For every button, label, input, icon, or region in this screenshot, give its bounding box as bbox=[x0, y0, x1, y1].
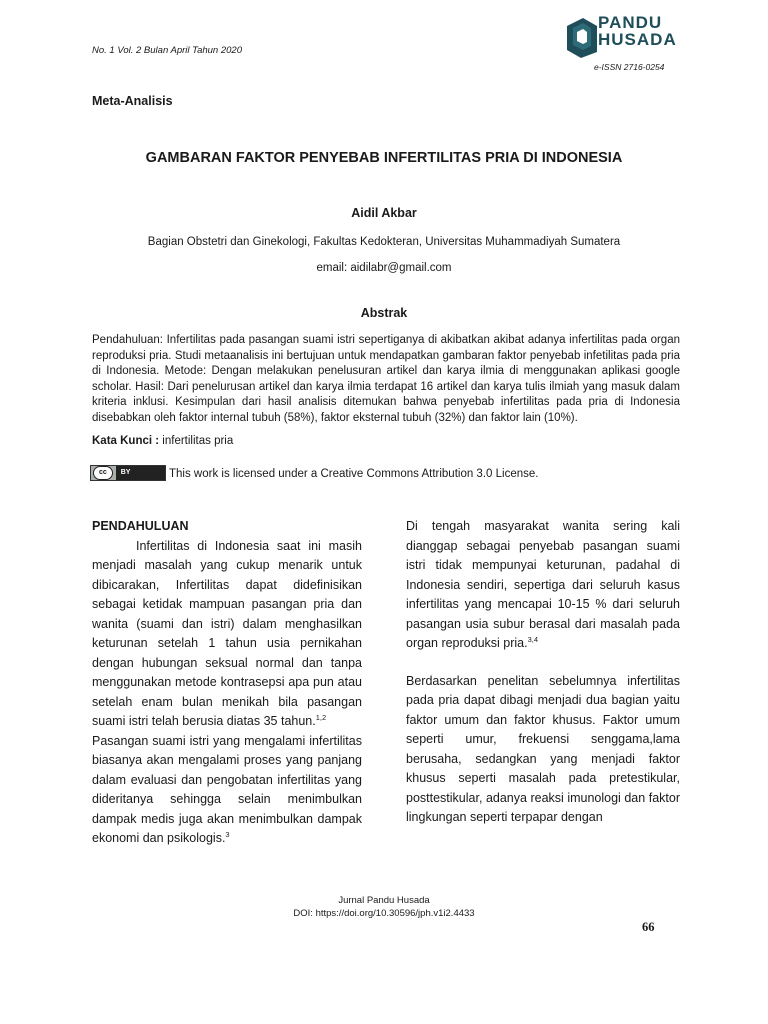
body-column-right bbox=[406, 517, 680, 828]
abstract-text: Pendahuluan: Infertilitas pada pasangan suami istri sepertiganya di akibatkan akibat adanya infertilitas pada organ reproduksi pria. Studi metaanalisis ini bertujuan untuk mendapatkan gambaran faktor penyebab infetilitas pada pria di Indonesia. Metode: Dengan melakukan penelusuran artikel dan karya ilmia di menggunakan aplikasi google scholar. Hasil: Dari penelurusan artikel dan karya ilmia terdapat 16 artikel dan karya tulis ilmiah yang masuk dalam kriteria inklusi. Kesimpulan dari hasil analisis ditemukan bahwa penyebab infertilitas pada pria di Indonesia disebabkan oleh faktor internal tubuh (58%), faktor eksternal tubuh (32%) dan faktor lain (10%). bbox=[92, 334, 680, 424]
license-suffix: . bbox=[535, 468, 539, 480]
paragraph bbox=[406, 672, 680, 828]
journal-issue: No. 1 Vol. 2 Bulan April Tahun 2020 bbox=[92, 45, 242, 56]
journal-logo-text bbox=[598, 14, 677, 48]
license-prefix: This work is licensed under a bbox=[169, 468, 321, 480]
issn: e-ISSN 2716-0254 bbox=[594, 62, 665, 72]
keywords-label: Kata Kunci : bbox=[92, 435, 160, 447]
paragraph-gap bbox=[406, 654, 680, 672]
paragraph bbox=[92, 732, 362, 849]
cc-logo: cc bbox=[93, 466, 113, 480]
page-footer bbox=[0, 894, 768, 920]
article-title: GAMBARAN FAKTOR PENYEBAB INFERTILITAS PRIA DI INDONESIA bbox=[145, 150, 623, 166]
page-number: 66 bbox=[642, 920, 655, 934]
cc-by-label: BY bbox=[116, 466, 165, 480]
license-statement bbox=[169, 468, 538, 480]
keywords-value: infertilitas pria bbox=[162, 435, 234, 447]
paragraph bbox=[92, 537, 362, 732]
abstract-heading: Abstrak bbox=[360, 306, 408, 320]
license-link[interactable]: Creative Commons Attribution 3.0 License bbox=[320, 468, 536, 480]
logo-line-1: PANDU bbox=[598, 13, 663, 32]
paragraph bbox=[406, 517, 680, 654]
article-type: Meta-Analisis bbox=[92, 94, 173, 108]
section-heading: PENDAHULUAN bbox=[92, 519, 189, 533]
cc-license-badge-icon[interactable] bbox=[90, 465, 166, 481]
keywords bbox=[92, 435, 233, 447]
paragraph-text: Berdasarkan penelitan sebelumnya infertilitas pada pria dapat dibagi menjadi dua bagian yaitu faktor umum dan faktor khusus. Faktor umum seperti umur, frekuensi senggama,lama berusaha, sedangkan yang menjadi faktor khusus seperti masalah pada pretestikular, posttestikular, adanya reaksi imunologi dan faktor lingkungan seperti terpapar dengan bbox=[406, 673, 680, 824]
body-column-left bbox=[92, 517, 362, 849]
footer-doi[interactable]: DOI: https://doi.org/10.30596/jph.v1i2.4433 bbox=[293, 908, 475, 919]
paragraph-text: Pasangan suami istri yang mengalami infertilitas biasanya akan mengalami proses yang panjang dalam evaluasi dan pengobatan infertilitas yang dideritanya sehingga selain menimbulkan dampak medis juga akan menimbulkan dampak ekonomi dan psikologis. bbox=[92, 733, 362, 845]
citation[interactable]: 3,4 bbox=[527, 634, 539, 644]
author-name: Aidil Akbar bbox=[351, 206, 417, 220]
citation[interactable]: 3 bbox=[225, 829, 230, 839]
logo-line-2: HUSADA bbox=[598, 30, 677, 49]
paragraph-text: Di tengah masyarakat wanita sering kali dianggap sebagai penyebab pasangan suami istri tidak mempunyai keturunan, padahal di Indonesia sendiri, sepertiga dari seluruh kasus infertilitas yang mencapai 10-15 % dari seluruh pasangan usia subur berasal dari masalah pada organ reproduksi pria. bbox=[406, 519, 680, 650]
citation[interactable]: 1,2 bbox=[315, 712, 327, 722]
footer-journal: Jurnal Pandu Husada bbox=[338, 895, 430, 906]
author-email: email: aidilabr@gmail.com bbox=[316, 262, 452, 274]
author-affiliation: Bagian Obstetri dan Ginekologi, Fakultas Kedokteran, Universitas Muhammadiyah Sumatera bbox=[147, 236, 621, 248]
paragraph-text: Infertilitas di Indonesia saat ini masih menjadi masalah yang cukup menarik untuk dibicarakan, Infertilitas dapat didefinisikan sebagai ketidak mampuan pasangan pria dan wanita (suami dan istri) dalam menghasilkan keturunan setelah 1 tahun usia pernikahan dengan hubungan seksual normal dan tanpa menggunakan metode kontrasepsi apa pun atau setelah enam bulan menikah bila pasangan suami istri telah berusia diatas 35 tahun. bbox=[92, 538, 362, 728]
